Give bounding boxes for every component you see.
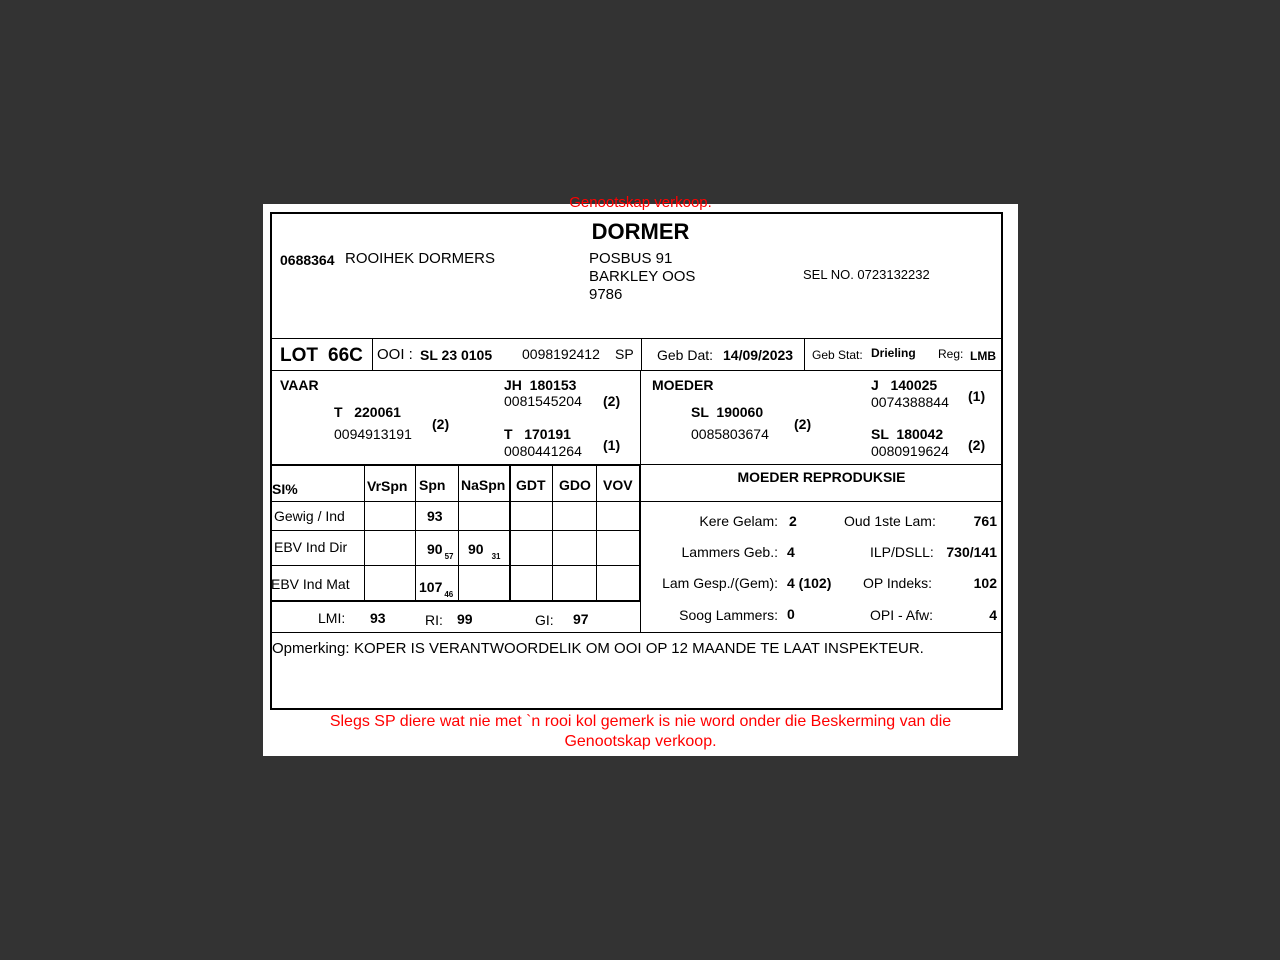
- vaar-label: VAAR: [280, 377, 319, 393]
- vaar-dam-grade: (1): [603, 437, 621, 453]
- vaar-dam-id: T 170191: [504, 426, 571, 442]
- breeder-phone: SEL NO. 0723132232: [803, 267, 930, 282]
- gi-value: 97: [573, 611, 589, 627]
- moeder-grade: (2): [794, 416, 812, 432]
- divider: [272, 565, 640, 566]
- divider: [272, 501, 640, 502]
- opi-label: OPI - Afw:: [870, 607, 934, 623]
- moeder-dam-number: 0080919624: [871, 443, 949, 459]
- card-border: [270, 212, 1003, 710]
- divider: [596, 466, 597, 600]
- ilp-label: ILP/DSLL:: [870, 544, 934, 560]
- ebv-mat-spn-sub: 46: [444, 590, 454, 599]
- divider: [640, 464, 1002, 465]
- remark-label: Opmerking:: [272, 640, 350, 657]
- divider: [364, 466, 365, 600]
- lam-gesp-value: 4 (102): [787, 575, 832, 591]
- geb-stat: Drieling: [871, 346, 916, 360]
- lmi-label: LMI:: [318, 610, 346, 626]
- ebv-dir-naspn: 90 $_{31}$: [468, 541, 501, 561]
- lmi-value: 93: [370, 610, 386, 626]
- col-header-naspn: NaSpn: [461, 477, 506, 493]
- gewig-spn: 93: [427, 508, 443, 524]
- oud-value: 761: [973, 513, 997, 529]
- lammers-geb-value: 4: [787, 544, 795, 560]
- moeder-number: 0085803674: [691, 426, 769, 442]
- col-header-gdo: GDO: [559, 477, 591, 493]
- footer-notice-top-clipped: Genootskap verkoop.: [569, 194, 712, 211]
- divider: [509, 466, 511, 600]
- vaar-grade: (2): [432, 416, 450, 432]
- lammers-geb-label: Lammers Geb.:: [681, 544, 778, 560]
- ebv-dir-naspn-sub: 31: [491, 552, 501, 561]
- vaar-number: 0094913191: [334, 426, 412, 442]
- moeder-dam-id: SL 180042: [871, 426, 944, 442]
- col-header-si: SI%: [272, 481, 298, 497]
- vaar-sire-grade: (2): [603, 393, 621, 409]
- col-header-spn: Spn: [419, 477, 446, 493]
- moeder-sire-number: 0074388844: [871, 394, 949, 410]
- col-header-vrspn: VrSpn: [367, 478, 408, 494]
- address-line-1: POSBUS 91: [589, 250, 673, 267]
- breed-title: DORMER: [591, 219, 690, 244]
- sale-card: [263, 194, 1018, 756]
- gi-label: GI:: [535, 612, 554, 628]
- ilp-value: 730/141: [946, 544, 997, 560]
- divider: [415, 466, 416, 600]
- address-line-2: BARKLEY OOS: [589, 268, 696, 285]
- kere-gelam-label: Kere Gelam:: [699, 513, 778, 529]
- address-line-3: 9786: [589, 286, 623, 303]
- breeder-name: ROOIHEK DORMERS: [345, 250, 496, 267]
- moeder-id: SL 190060: [691, 404, 764, 420]
- ooi-label: OOI :: [377, 346, 413, 363]
- ebv-mat-spn: 107 $_{46}$: [419, 579, 454, 599]
- soog-value: 0: [787, 606, 795, 622]
- ooi-reg-number: 0098192412: [522, 346, 600, 362]
- soog-label: Soog Lammers:: [679, 607, 778, 623]
- ri-label: RI:: [425, 612, 443, 628]
- lam-gesp-label: Lam Gesp./(Gem):: [662, 575, 778, 591]
- lot-label: LOT: [280, 345, 318, 366]
- ri-value: 99: [457, 611, 473, 627]
- moeder-label: MOEDER: [652, 377, 714, 393]
- moeder-sire-grade: (1): [968, 388, 986, 404]
- lot-number: 66C: [328, 345, 363, 366]
- remark-text: KOPER IS VERANTWOORDELIK OM OOI OP 12 MAANDE TE LAAT INSPEKTEUR.: [354, 640, 924, 657]
- divider: [372, 338, 373, 370]
- reg-value: LMB: [970, 349, 996, 363]
- col-header-vov: VOV: [603, 477, 633, 493]
- divider: [552, 466, 553, 600]
- ebv-dir-spn-sub: 57: [444, 552, 454, 561]
- opi-value: 4: [989, 607, 997, 623]
- divider: [272, 632, 1002, 633]
- reg-label: Reg:: [938, 347, 964, 361]
- ooi-id: SL 23 0105: [420, 347, 493, 363]
- geb-stat-label: Geb Stat:: [812, 348, 863, 362]
- col-header-gdt: GDT: [516, 477, 546, 493]
- divider: [272, 530, 640, 531]
- divider: [272, 370, 1002, 371]
- ooi-type: SP: [615, 346, 634, 362]
- divider: [458, 466, 459, 600]
- divider: [641, 501, 1002, 502]
- ebv-dir-spn: 90 $_{57}$: [427, 541, 454, 561]
- reproduction-title: MOEDER REPRODUKSIE: [737, 469, 906, 485]
- breeder-number: 0688364: [280, 252, 335, 268]
- vaar-dam-number: 0080441264: [504, 443, 582, 459]
- op-indeks-label: OP Indeks:: [863, 575, 933, 591]
- kere-gelam-value: 2: [789, 513, 797, 529]
- vaar-id: T 220061: [334, 404, 401, 420]
- divider: [804, 338, 805, 370]
- geb-dat: 14/09/2023: [723, 347, 794, 363]
- geb-dat-label: Geb Dat:: [657, 347, 714, 363]
- row-label-ebv-mat: EBV Ind Mat: [271, 576, 350, 592]
- footer-notice-line-2: Genootskap verkoop.: [564, 733, 717, 750]
- divider: [272, 338, 1002, 339]
- row-label-ebv-dir: EBV Ind Dir: [274, 539, 348, 555]
- vaar-sire-id: JH 180153: [504, 377, 577, 393]
- vaar-sire-number: 0081545204: [504, 393, 582, 409]
- moeder-sire-id: J 140025: [871, 377, 938, 393]
- oud-label: Oud 1ste Lam:: [844, 513, 936, 529]
- moeder-dam-grade: (2): [968, 437, 986, 453]
- row-label-gewig: Gewig / Ind: [274, 508, 345, 524]
- op-indeks-value: 102: [973, 575, 997, 591]
- divider: [641, 338, 642, 370]
- footer-notice-line-1: Slegs SP diere wat nie met `n rooi kol gemerk is nie word onder die Beskerming van die: [329, 713, 952, 730]
